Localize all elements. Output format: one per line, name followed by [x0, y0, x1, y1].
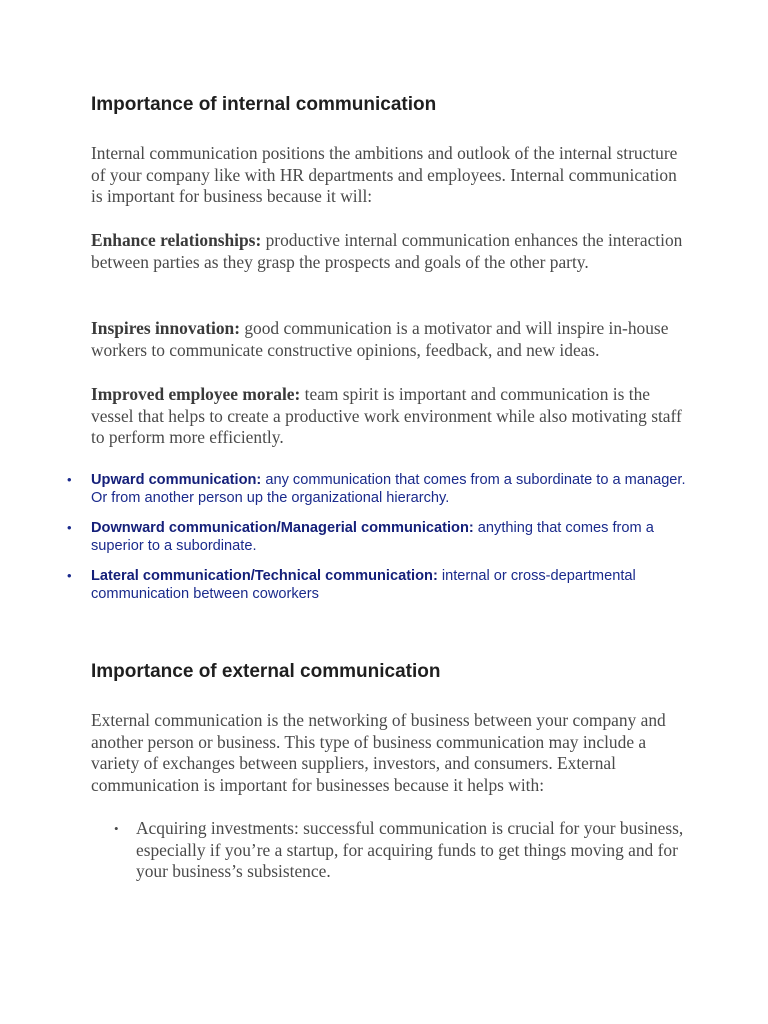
point-text: good communication is a motivator and will inspire in-house workers to communicate constructive opinions, feedback, and new ideas.	[91, 318, 669, 360]
list-item-lateral	[67, 567, 691, 603]
external-intro-paragraph: External communication is the networking of business between your company and another person or business. This type of business communication may include a variety of exchanges between suppliers, investors, and consumers. External communication is important for businesses because it helps with:	[91, 710, 666, 795]
point-text: productive internal communication enhances the interaction between parties as they grasp the prospects and goals of the other party.	[91, 230, 683, 272]
point-inspires-innovation	[91, 318, 689, 361]
list-item-text: internal or cross-departmental communication between coworkers	[91, 568, 636, 602]
list-item-text: anything that comes from a superior to a subordinate.	[91, 520, 654, 554]
section-heading-internal: Importance of internal communication	[91, 94, 437, 115]
point-term: Improved employee morale:	[91, 384, 301, 404]
point-term: Inspires innovation:	[91, 318, 240, 338]
point-text: team spirit is important and communication is the vessel that helps to create a productive work environment while also motivating staff to perform more efficiently.	[91, 384, 682, 447]
internal-intro-paragraph: Internal communication positions the ambitions and outlook of the internal structure of your company like with HR departments and employees. Internal communication is important for business because it will:	[91, 143, 678, 206]
point-term: Enhance relationships:	[91, 230, 262, 250]
point-improved-morale	[91, 384, 689, 449]
point-enhance-relationships	[91, 230, 689, 273]
list-item-acquiring-investments	[114, 818, 696, 883]
list-item-text: any communication that comes from a subordinate to a manager. Or from another person up the organizational hierarchy.	[91, 472, 686, 506]
bullet-icon: •	[67, 568, 72, 583]
list-item-upward	[67, 471, 691, 507]
list-item-downward	[67, 519, 691, 555]
list-item-term: Upward communication:	[91, 472, 262, 488]
list-item-term: Lateral communication/Technical communication:	[91, 568, 438, 584]
bullet-icon: •	[114, 821, 119, 836]
bullet-icon: •	[67, 472, 72, 487]
list-item-term: Downward communication/Managerial communication:	[91, 520, 474, 536]
bullet-icon: •	[67, 520, 72, 535]
list-item-text: Acquiring investments: successful communication is crucial for your business, especially if you’re a startup, for acquiring funds to get things moving and for your business’s subsistence.	[136, 818, 684, 881]
section-heading-external: Importance of external communication	[91, 661, 441, 682]
